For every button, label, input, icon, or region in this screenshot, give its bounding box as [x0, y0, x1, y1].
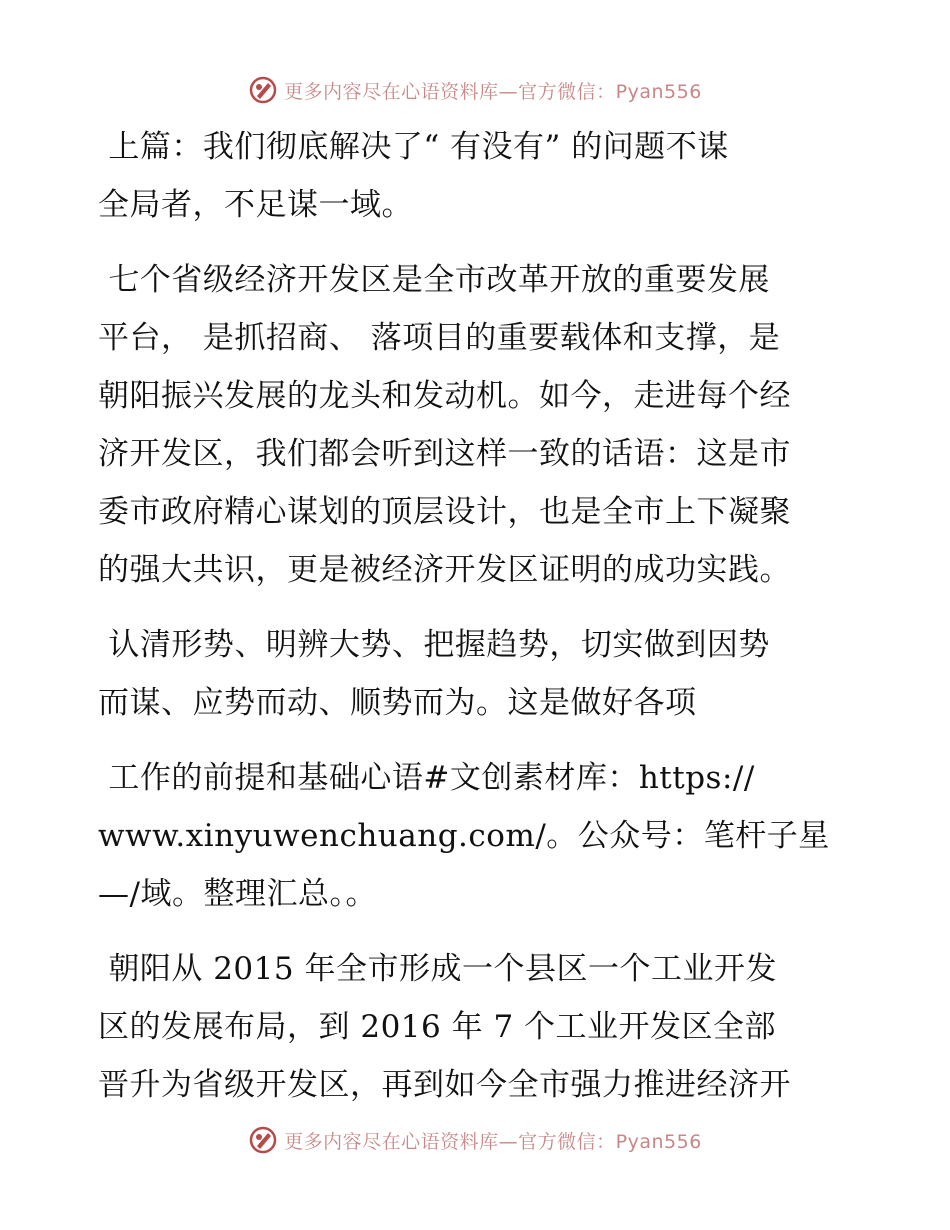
text-line: 朝阳振兴发展的龙头和发动机。如今，走进每个经 — [98, 378, 791, 414]
text-line: 全局者，不足谋一域。 — [98, 187, 413, 223]
text-line: 朝阳从 2015 年全市形成一个县区一个工业开发 — [98, 951, 777, 987]
document-body — [98, 118, 858, 1131]
text-line: —/域。整理汇总。。 — [98, 876, 377, 912]
text-line: 上篇：我们彻底解决了“ 有没有” 的问题不谋 — [98, 129, 729, 165]
text-line: www.xinyuwenchuang.com/。公众号：笔杆子星 — [98, 818, 830, 854]
text-line: 济开发区，我们都会听到这样一致的话语：这是市 — [98, 436, 791, 472]
header-watermark — [0, 70, 950, 110]
text-line: 工作的前提和基础心语#文创素材库：https:// — [98, 760, 755, 796]
paragraph-3 — [98, 616, 858, 732]
text-line: 委市政府精心谋划的顶层设计，也是全市上下凝聚 — [98, 494, 791, 530]
text-line: 七个省级经济开发区是全市改革开放的重要发展 — [98, 262, 770, 298]
text-line: 的强大共识，更是被经济开发区证明的成功实践。 — [98, 552, 791, 588]
text-line: 平台， 是抓招商、 落项目的重要载体和支撑，是 — [98, 320, 781, 356]
watermark-logo-icon — [248, 1125, 278, 1155]
paragraph-5 — [98, 940, 858, 1114]
paragraph-2 — [98, 251, 858, 599]
watermark-text: 更多内容尽在心语资料库—官方微信：Pyan556 — [284, 1130, 702, 1153]
footer-watermark — [0, 1120, 950, 1160]
text-line: 晋升为省级开发区，再到如今全市强力推进经济开 — [98, 1067, 791, 1103]
watermark-text: 更多内容尽在心语资料库—官方微信：Pyan556 — [284, 80, 702, 103]
text-line: 而谋、应势而动、顺势而为。这是做好各项 — [98, 685, 697, 721]
text-line: 认清形势、明辨大势、把握趋势，切实做到因势 — [98, 627, 770, 663]
paragraph-4 — [98, 749, 858, 923]
watermark-logo-icon — [248, 75, 278, 105]
text-line: 区的发展布局，到 2016 年 7 个工业开发区全部 — [98, 1009, 777, 1045]
paragraph-1 — [98, 118, 858, 234]
